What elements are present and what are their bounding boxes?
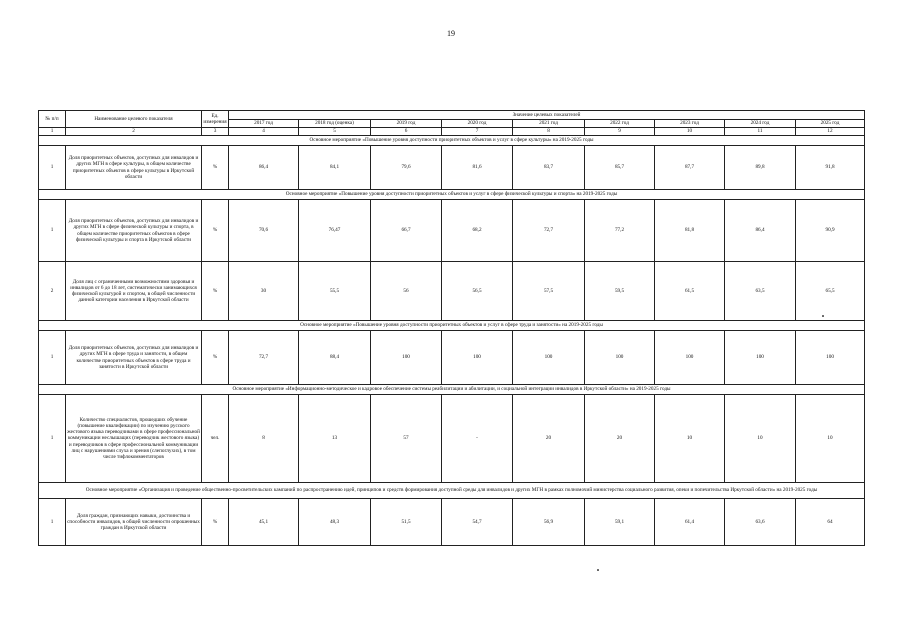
column-number: 6	[371, 128, 442, 136]
value-cell: 100	[513, 331, 585, 385]
unit-cell: %	[202, 146, 229, 190]
header-values: Значение целевых показателей	[229, 111, 865, 120]
value-cell: 65,5	[796, 262, 865, 321]
value-cell: 100	[655, 331, 725, 385]
value-cell: 10	[655, 395, 725, 483]
row-number: 1	[39, 499, 66, 546]
column-number: 10	[655, 128, 725, 136]
header-num: № п/п	[39, 111, 66, 128]
year-header: 2025 год	[796, 120, 865, 128]
section-header-row	[39, 483, 865, 499]
value-cell: 85,7	[585, 146, 655, 190]
table-row	[39, 200, 865, 262]
value-cell: 20	[513, 395, 585, 483]
scan-speck	[597, 569, 599, 571]
table-row	[39, 395, 865, 483]
value-cell: 100	[585, 331, 655, 385]
section-title: Основное мероприятие «Информационно-методическое и кадровое обеспечение системы реабилитации и абилитации, и социальной интеграции инвалидов в Иркутской области» на 2019-2025 годы	[39, 385, 865, 395]
unit-cell: %	[202, 262, 229, 321]
header-name: Наименование целевого показателя	[66, 111, 202, 128]
column-number: 7	[442, 128, 513, 136]
table-row	[39, 331, 865, 385]
column-number: 2	[66, 128, 202, 136]
section-title: Основное мероприятие «Повышение уровня доступности приоритетных объектов и услуг в сфере физической культуры и спорта» на 2019-2025 годы	[39, 190, 865, 200]
year-header: 2022 год	[585, 120, 655, 128]
value-cell: 10	[796, 395, 865, 483]
section-header-row	[39, 190, 865, 200]
value-cell: 81,6	[442, 146, 513, 190]
value-cell: 54,7	[442, 499, 513, 546]
value-cell: 56,5	[442, 262, 513, 321]
value-cell: 10	[725, 395, 796, 483]
year-header: 2020 год	[442, 120, 513, 128]
value-cell: 45,1	[229, 499, 299, 546]
value-cell: 61,4	[655, 499, 725, 546]
value-cell: 72,7	[229, 331, 299, 385]
section-title: Основное мероприятие «Повышение уровня доступности приоритетных объектов и услуг в сфере культуры» на 2019-2025 годы	[39, 136, 865, 146]
value-cell: 81,8	[655, 200, 725, 262]
column-number: 1	[39, 128, 66, 136]
value-cell: 100	[796, 331, 865, 385]
column-numbering-row	[39, 128, 865, 136]
value-cell: 72,7	[513, 200, 585, 262]
unit-cell: %	[202, 499, 229, 546]
section-header-row	[39, 385, 865, 395]
column-number: 9	[585, 128, 655, 136]
value-cell: 59,1	[585, 499, 655, 546]
column-number: 11	[725, 128, 796, 136]
section-header-row	[39, 136, 865, 146]
year-header: 2024 год	[725, 120, 796, 128]
column-number: 8	[513, 128, 585, 136]
value-cell: 83,7	[513, 146, 585, 190]
header-unit: Ед. измерения	[202, 111, 229, 128]
indicator-name: Доля приоритетных объектов, доступных для инвалидов и других МГН в сфере культуры, в общем количестве приоритетных объектов в сфере культуры в Иркутской области	[66, 146, 202, 190]
value-cell: 100	[371, 331, 442, 385]
value-cell: 57,5	[513, 262, 585, 321]
year-header: 2017 год	[229, 120, 299, 128]
header-row	[39, 111, 865, 120]
unit-cell: %	[202, 200, 229, 262]
value-cell: 63,5	[725, 262, 796, 321]
section-title: Основное мероприятие «Организация и проведение общественно-просветительских кампаний по распространению идей, принципов и средств формирования доступной среды для инвалидов и других МГН в рамках полномочий министерства социального развития, опеки и попечительства Иркутской области» на 2019-2025 годы	[39, 483, 865, 499]
indicator-name: Доля граждан, признающих навыки, достоинства и способности инвалидов, в общей численности опрошенных граждан в Иркутской области	[66, 499, 202, 546]
year-header: 2018 год (оценка)	[299, 120, 371, 128]
value-cell: 55,5	[299, 262, 371, 321]
value-cell: 56,9	[513, 499, 585, 546]
value-cell: 20	[585, 395, 655, 483]
value-cell: 70,6	[229, 200, 299, 262]
value-cell: 51,5	[371, 499, 442, 546]
row-number: 1	[39, 146, 66, 190]
value-cell: 86,4	[229, 146, 299, 190]
value-cell: 56	[371, 262, 442, 321]
value-cell: 90,9	[796, 200, 865, 262]
unit-cell: чел.	[202, 395, 229, 483]
indicator-name: Доля приоритетных объектов, доступных для инвалидов и других МГН в сфере труда и занятости, в общем количестве приоритетных объектов в сфере труда и занятости в Иркутской области	[66, 331, 202, 385]
value-cell: 100	[725, 331, 796, 385]
column-number: 5	[299, 128, 371, 136]
year-header: 2023 год	[655, 120, 725, 128]
year-header: 2019 год	[371, 120, 442, 128]
indicator-name: Доля лиц с ограниченными возможностями здоровья и инвалидов от 6 до 18 лет, систематически занимающихся физической культурой и спортом, в общей численности данной категории населения в Иркутской области	[66, 262, 202, 321]
row-number: 1	[39, 200, 66, 262]
section-title: Основное мероприятие «Повышение уровня доступности приоритетных объектов и услуг в сфере труда и занятости» на 2019-2025 годы	[39, 321, 865, 331]
column-number: 12	[796, 128, 865, 136]
value-cell: 8	[229, 395, 299, 483]
value-cell: -	[442, 395, 513, 483]
value-cell: 87,7	[655, 146, 725, 190]
value-cell: 77,2	[585, 200, 655, 262]
section-header-row	[39, 321, 865, 331]
value-cell: 86,4	[725, 200, 796, 262]
row-number: 1	[39, 331, 66, 385]
value-cell: 13	[299, 395, 371, 483]
value-cell: 68,2	[442, 200, 513, 262]
table-row	[39, 146, 865, 190]
value-cell: 76,47	[299, 200, 371, 262]
table-row	[39, 262, 865, 321]
value-cell: 100	[442, 331, 513, 385]
value-cell: 61,5	[655, 262, 725, 321]
value-cell: 89,8	[725, 146, 796, 190]
value-cell: 59,5	[585, 262, 655, 321]
table-row	[39, 499, 865, 546]
unit-cell: %	[202, 331, 229, 385]
indicator-name: Доля приоритетных объектов, доступных для инвалидов и других МГН в сфере физической культуры и спорта, в общем количестве приоритетных объектов в сфере физической культуры и спорта в Иркутской области	[66, 200, 202, 262]
row-number: 1	[39, 395, 66, 483]
value-cell: 57	[371, 395, 442, 483]
value-cell: 84,1	[299, 146, 371, 190]
page-number: 19	[447, 29, 455, 38]
value-cell: 30	[229, 262, 299, 321]
row-number: 2	[39, 262, 66, 321]
target-indicators-table	[38, 110, 865, 546]
year-header: 2021 год	[513, 120, 585, 128]
value-cell: 91,8	[796, 146, 865, 190]
value-cell: 88,4	[299, 331, 371, 385]
column-number: 4	[229, 128, 299, 136]
column-number: 3	[202, 128, 229, 136]
value-cell: 48,3	[299, 499, 371, 546]
value-cell: 79,6	[371, 146, 442, 190]
scan-speck	[822, 315, 824, 317]
value-cell: 63,6	[725, 499, 796, 546]
value-cell: 64	[796, 499, 865, 546]
value-cell: 66,7	[371, 200, 442, 262]
indicator-name: Количество специалистов, прошедших обучение (повышение квалификации) по изучению русского жестового языка переводчиками в сфере профессиональной коммуникации неслышащих (переводчик жестового языка) и переводчиков в сфере профессиональной коммуникации лиц с нарушениями слуха и зрения (слепоглухих), в том числе тифлокомментаторов	[66, 395, 202, 483]
